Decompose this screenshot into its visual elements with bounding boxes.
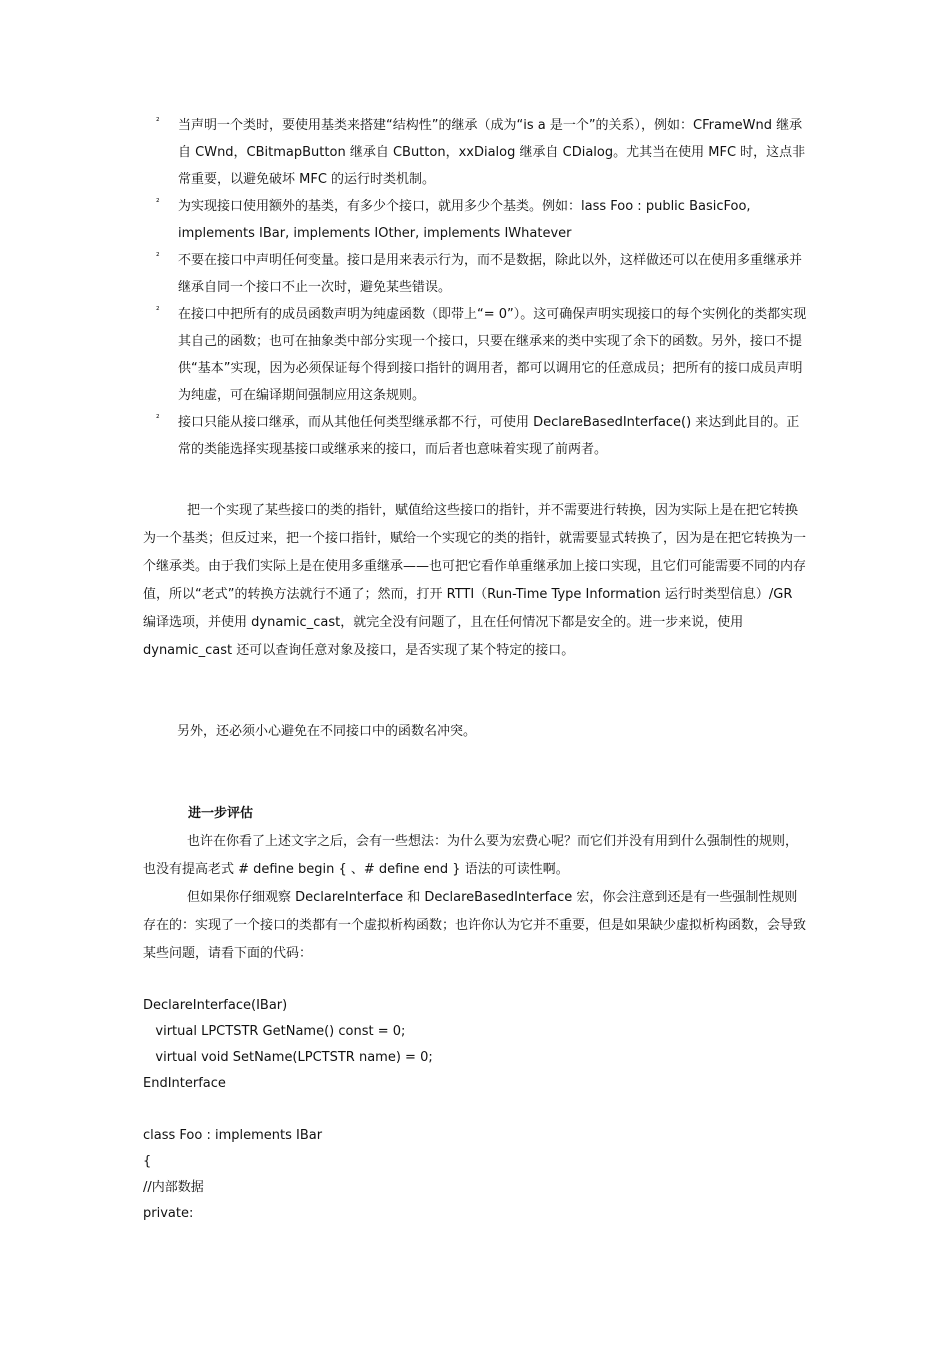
section-heading: 进一步评估 — [188, 806, 254, 821]
body-paragraph: 但如果你仔细观察 DeclareInterface 和 DeclareBasedInterface 宏，你会注意到还是有一些强制性规则存在的：实现了一个接口的类都有一个虚拟析构函数；也许你认为它并不重要，但是如果缺少虚拟析构函数，会导致某些问题，请看下面的代码： — [143, 890, 807, 961]
list-item-text: 为实现接口使用额外的基类，有多少个接口，就用多少个基类。例如：lass Foo : public BasicFoo, implements IBar, implements IOther, implements IWhatever — [178, 199, 751, 241]
list-item-text: 不要在接口中声明任何变量。接口是用来表示行为，而不是数据，除此以外，这样做还可以在使用多重继承并继承自同一个接口不止一次时，避免某些错误。 — [178, 253, 803, 295]
code-line: virtual LPCTSTR GetName() const = 0; — [143, 1024, 406, 1039]
bullet-mark: ² — [156, 117, 160, 127]
list-item — [143, 409, 808, 463]
bullet-mark: ² — [156, 198, 160, 208]
body-paragraph: 另外，还必须小心避免在不同接口中的函数名冲突。 — [177, 724, 477, 739]
body-paragraph: 也许在你看了上述文字之后，会有一些想法：为什么要为宏费心呢？而它们并没有用到什么强制性的规则，也没有提高老式 # define begin { 、# define end } 语法的可读性啊。 — [143, 834, 799, 877]
code-line: class Foo : implements IBar — [143, 1128, 323, 1143]
guideline-list — [143, 112, 808, 463]
list-item-text: 在接口中把所有的成员函数声明为纯虚函数（即带上“= 0”）。这可确保声明实现接口的每个实例化的类都实现其自己的函数；也可在抽象类中部分实现一个接口，只要在继承来的类中实现了余下的函数。另外，接口不提供“基本”实现，因为必须保证每个得到接口指针的调用者，都可以调用它的任意成员；把所有的接口成员声明为纯虚，可在编译期间强制应用这条规则。 — [178, 307, 807, 403]
code-line: //内部数据 — [143, 1180, 204, 1195]
list-item-text: 接口只能从接口继承，而从其他任何类型继承都不行，可使用 DeclareBasedInterface() 来达到此目的。正常的类能选择实现基接口或继承来的接口，而后者也意味着实现了前两者。 — [178, 415, 800, 457]
list-item — [143, 112, 808, 193]
code-line: { — [143, 1154, 152, 1169]
code-spacer — [143, 1097, 808, 1123]
bullet-mark: ² — [156, 414, 160, 424]
bullet-mark: ² — [156, 252, 160, 262]
list-item — [143, 301, 808, 409]
code-line: EndInterface — [143, 1076, 226, 1091]
code-block — [143, 993, 808, 1227]
list-item — [143, 247, 808, 301]
list-item — [143, 193, 808, 247]
body-paragraph: 把一个实现了某些接口的类的指针，赋值给这些接口的指针，并不需要进行转换，因为实际上是在把它转换为一个基类；但反过来，把一个接口指针，赋给一个实现它的类的指针，就需要显式转换了，因为是在把它转换为一个继承类。由于我们实际上是在使用多重继承——也可把它看作单重继承加上接口实现，且它们可能需要不同的内存值，所以“老式”的转换方法就行不通了；然而，打开 RTTI（Run-Time Type Information 运行时类型信息）/GR 编译选项，并使用 dynamic_cast，就完全没有问题了，且在任何情况下都是安全的。进一步来说，使用 dynamic_cast 还可以查询任意对象及接口，是否实现了某个特定的接口。 — [143, 503, 807, 658]
code-line: private: — [143, 1206, 194, 1221]
list-item-text: 当声明一个类时，要使用基类来搭建“结构性”的继承（成为“is a 是一个”的关系），例如：CFrameWnd 继承自 CWnd，CBitmapButton 继承自 CButton，xxDialog 继承自 CDialog。尤其当在使用 MFC 时，这点非常重要，以避免破坏 MFC 的运行时类机制。 — [178, 118, 806, 187]
code-line: virtual void SetName(LPCTSTR name) = 0; — [143, 1050, 433, 1065]
bullet-mark: ² — [156, 306, 160, 316]
code-line: DeclareInterface(IBar) — [143, 998, 288, 1013]
